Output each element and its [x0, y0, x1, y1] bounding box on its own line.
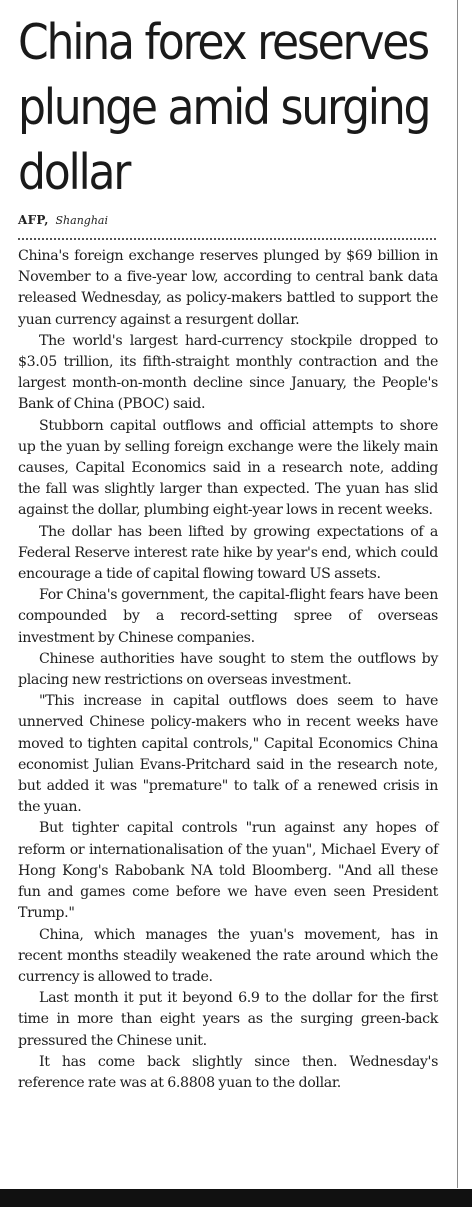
paragraph: For China's government, the capital-flight fears have been compounded by a record-setting spree of overseas investment by Chinese companies.	[18, 587, 438, 646]
byline	[18, 212, 438, 229]
dotted-divider	[18, 238, 436, 240]
paragraph: "This increase in capital outflows does seem to have unnerved Chinese policy-makers who in recent weeks have moved to tighten capital controls," Capital Economics China economist Julian Evans-Pritchard said in the research note, but added it was "premature" to talk of a renewed crisis in the yuan.	[18, 693, 438, 816]
paragraph: But tighter capital controls "run against any hopes of reform or internationalisation of the yuan", Michael Every of Hong Kong's Rabobank NA told Bloomberg. "And all these fun and games come before we have even seen President Trump."	[18, 820, 438, 922]
paragraph: China, which manages the yuan's movement, has in recent months steadily weakened the rate around which the currency is allowed to trade.	[18, 926, 438, 985]
paragraph: Chinese authorities have sought to stem the outflows by placing new restrictions on overseas investment.	[18, 650, 438, 689]
byline-dateline: Shanghai	[55, 214, 108, 227]
headline: China forex reserves plunge amid surging dollar	[18, 14, 430, 201]
paragraph: The world's largest hard-currency stockpile dropped to $3.05 trillion, its fifth-straight monthly contraction and the largest month-on-month decline since January, the People's Bank of China (PBOC) said.	[18, 332, 438, 413]
paragraph: It has come back slightly since then. Wednesday's reference rate was at 6.8808 yuan to the dollar.	[18, 1053, 438, 1091]
paragraph: Last month it put it beyond 6.9 to the dollar for the first time in more than eight years as the surging green-back pressured the Chinese unit.	[18, 990, 438, 1049]
paragraph: Stubborn capital outflows and official attempts to shore up the yuan by selling foreign exchange were the likely main causes, Capital Economics said in a research note, adding the fall was slightly larger than expected. The yuan has slid against the dollar, plumbing eight-year lows in recent weeks.	[18, 417, 438, 519]
article-body	[18, 246, 438, 1094]
column-rule	[457, 0, 458, 1188]
bottom-bar	[0, 1189, 472, 1207]
paragraph: China's foreign exchange reserves plunged by $69 billion in November to a five-year low, according to central bank data released Wednesday, as policy-makers battled to support the yuan currency against a resurgent dollar.	[18, 248, 438, 328]
paragraph: The dollar has been lifted by growing expectations of a Federal Reserve interest rate hike by year's end, which could encourage a tide of capital flowing toward US assets.	[18, 523, 438, 583]
byline-agency: AFP,	[18, 213, 49, 227]
news-article	[18, 10, 438, 1094]
